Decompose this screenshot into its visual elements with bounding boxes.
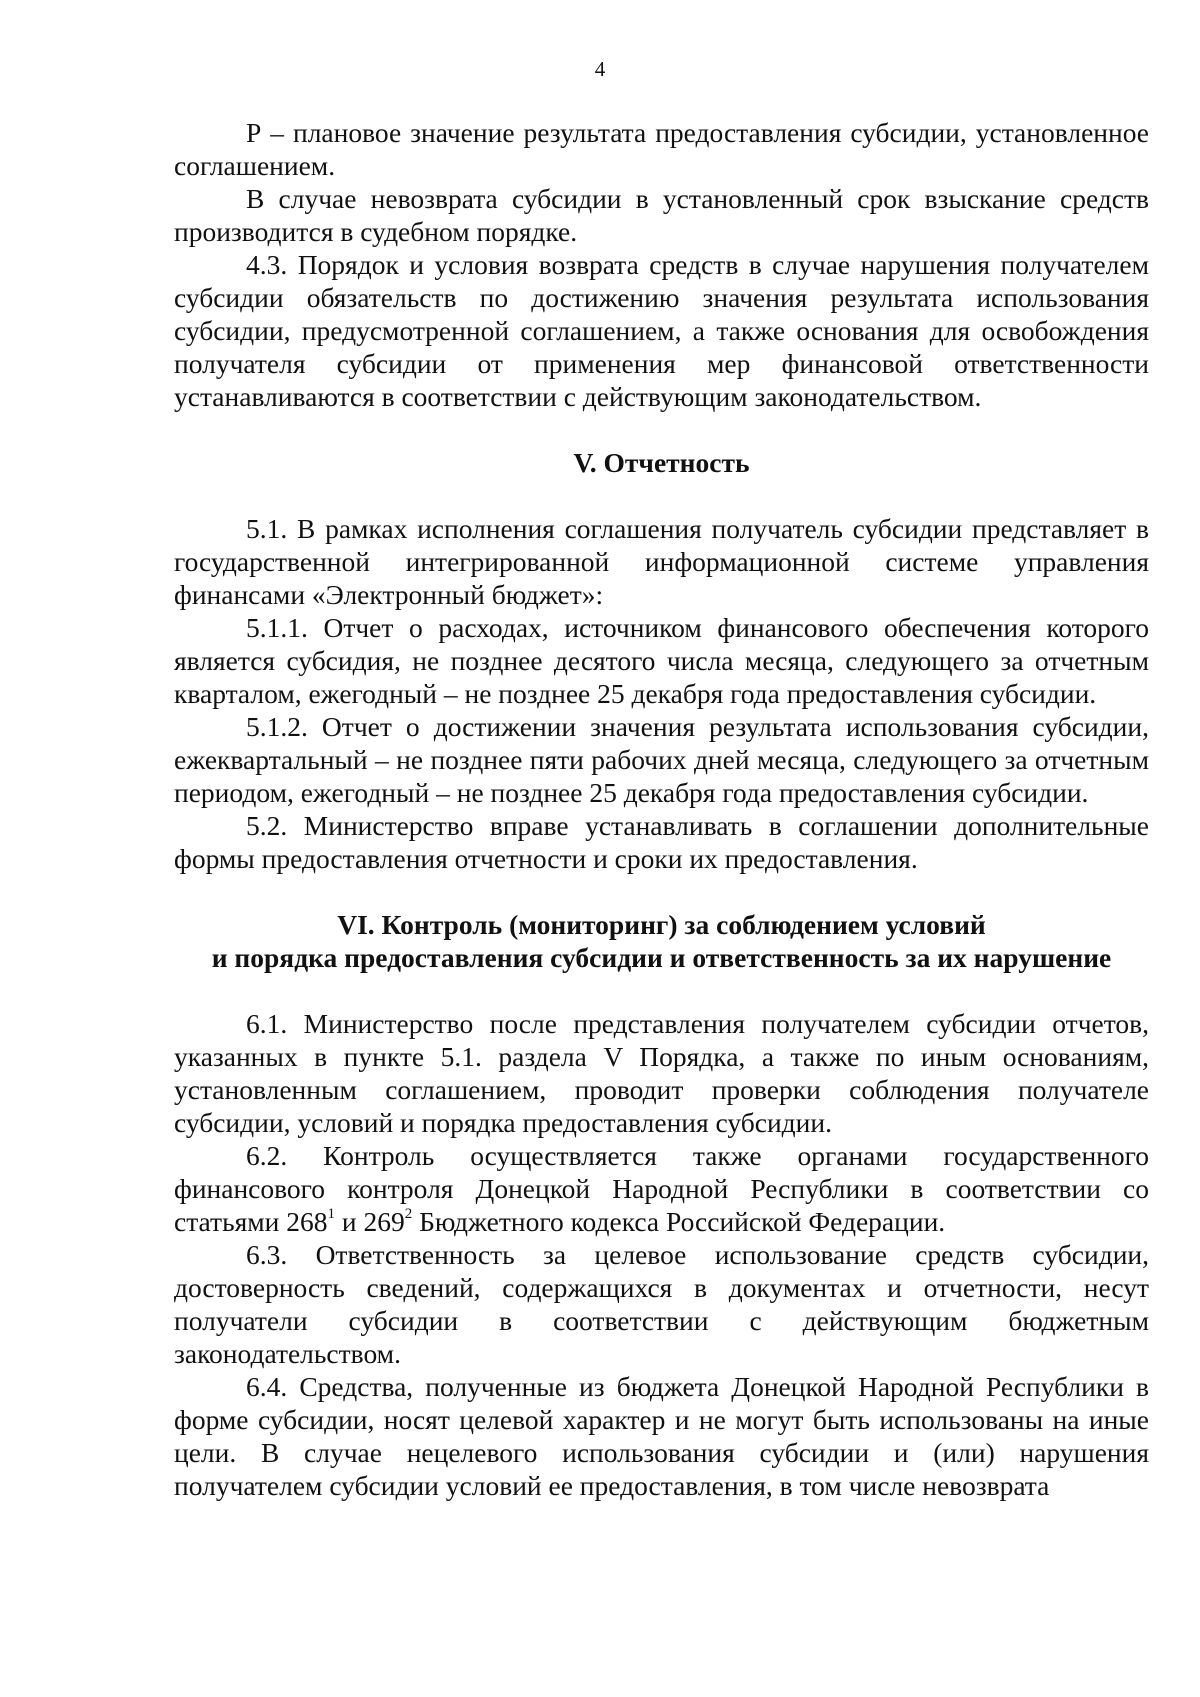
paragraph-6-4: 6.4. Средства, полученные из бюджета Донецкой Народной Республики в форме субсидии, носят целевой характер и не могут быть использованы на иные цели. В случае нецелевого использования субсидии и (или) нарушения получателем субсидии условий ее предоставления, в том числе невозврата <box>174 1371 1149 1501</box>
paragraph-6-1: 6.1. Министерство после представления получателем субсидии отчетов, указанных в пункте 5.1. раздела V Порядка, а также по иным основаниям, установленным соглашением, проводит проверки соблюдения получателе субсидии, условий и порядка предоставления субсидии. <box>174 1008 1149 1138</box>
document-body <box>174 116 1149 1502</box>
paragraph-6-2-text-2: и 269 <box>335 1206 405 1237</box>
superscript-2: 2 <box>404 1205 413 1222</box>
section-title-control-line1: VI. Контроль (мониторинг) за соблюдением условий <box>337 909 986 940</box>
paragraph-4-3: 4.3. Порядок и условия возврата средств в случае нарушения получателем субсидии обязательств по достижению значения результата использования субсидии, предусмотренной соглашением, а также основания для освобождения получателя субсидии от применения мер финансовой ответственности устанавливаются в соответствии с действующим законодательством. <box>174 249 1149 412</box>
paragraph-6-3: 6.3. Ответственность за целевое использование средств субсидии, достоверность сведений, содержащихся в документах и отчетности, несут получатели субсидии в соответствии с действующим бюджетным законодательством. <box>174 1239 1149 1369</box>
paragraph-5-1-2: 5.1.2. Отчет о достижении значения результата использования субсидии, ежеквартальный – не позднее пяти рабочих дней месяца, следующего за отчетным периодом, ежегодный – не позднее 25 декабря года предоставления субсидии. <box>174 711 1149 808</box>
section-title-control-line2: и порядка предоставления субсидии и ответственность за их нарушение <box>211 942 1112 973</box>
paragraph-6-2-text-3: Бюджетного кодекса Российской Федерации. <box>412 1206 946 1237</box>
section-title-reporting: V. Отчетность <box>573 447 750 478</box>
paragraph-5-2: 5.2. Министерство вправе устанавливать в соглашении дополнительные формы предоставления отчетности и сроки их предоставления. <box>174 810 1149 874</box>
page-number: 4 <box>594 57 606 81</box>
paragraph-p-definition: Р – плановое значение результата предоставления субсидии, установленное соглашением. <box>174 117 1149 181</box>
section-title-control <box>174 908 1149 974</box>
paragraph-nonreturn: В случае невозврата субсидии в установленный срок взыскание средств производится в судебном порядке. <box>174 183 1149 247</box>
superscript-1: 1 <box>327 1205 336 1222</box>
paragraph-6-2 <box>174 1139 1149 1238</box>
paragraph-6-2-text-1: 6.2. Контроль осуществляется также органами государственного финансового контроля Донецкой Народной Республики в соответствии со статьями 268 <box>174 1140 1149 1237</box>
paragraph-5-1: 5.1. В рамках исполнения соглашения получатель субсидии представляет в государственной интегрированной информационной системе управления финансами «Электронный бюджет»: <box>174 513 1149 610</box>
paragraph-5-1-1: 5.1.1. Отчет о расходах, источником финансового обеспечения которого является субсидия, не позднее десятого числа месяца, следующего за отчетным кварталом, ежегодный – не позднее 25 декабря года предоставления субсидии. <box>174 612 1149 709</box>
